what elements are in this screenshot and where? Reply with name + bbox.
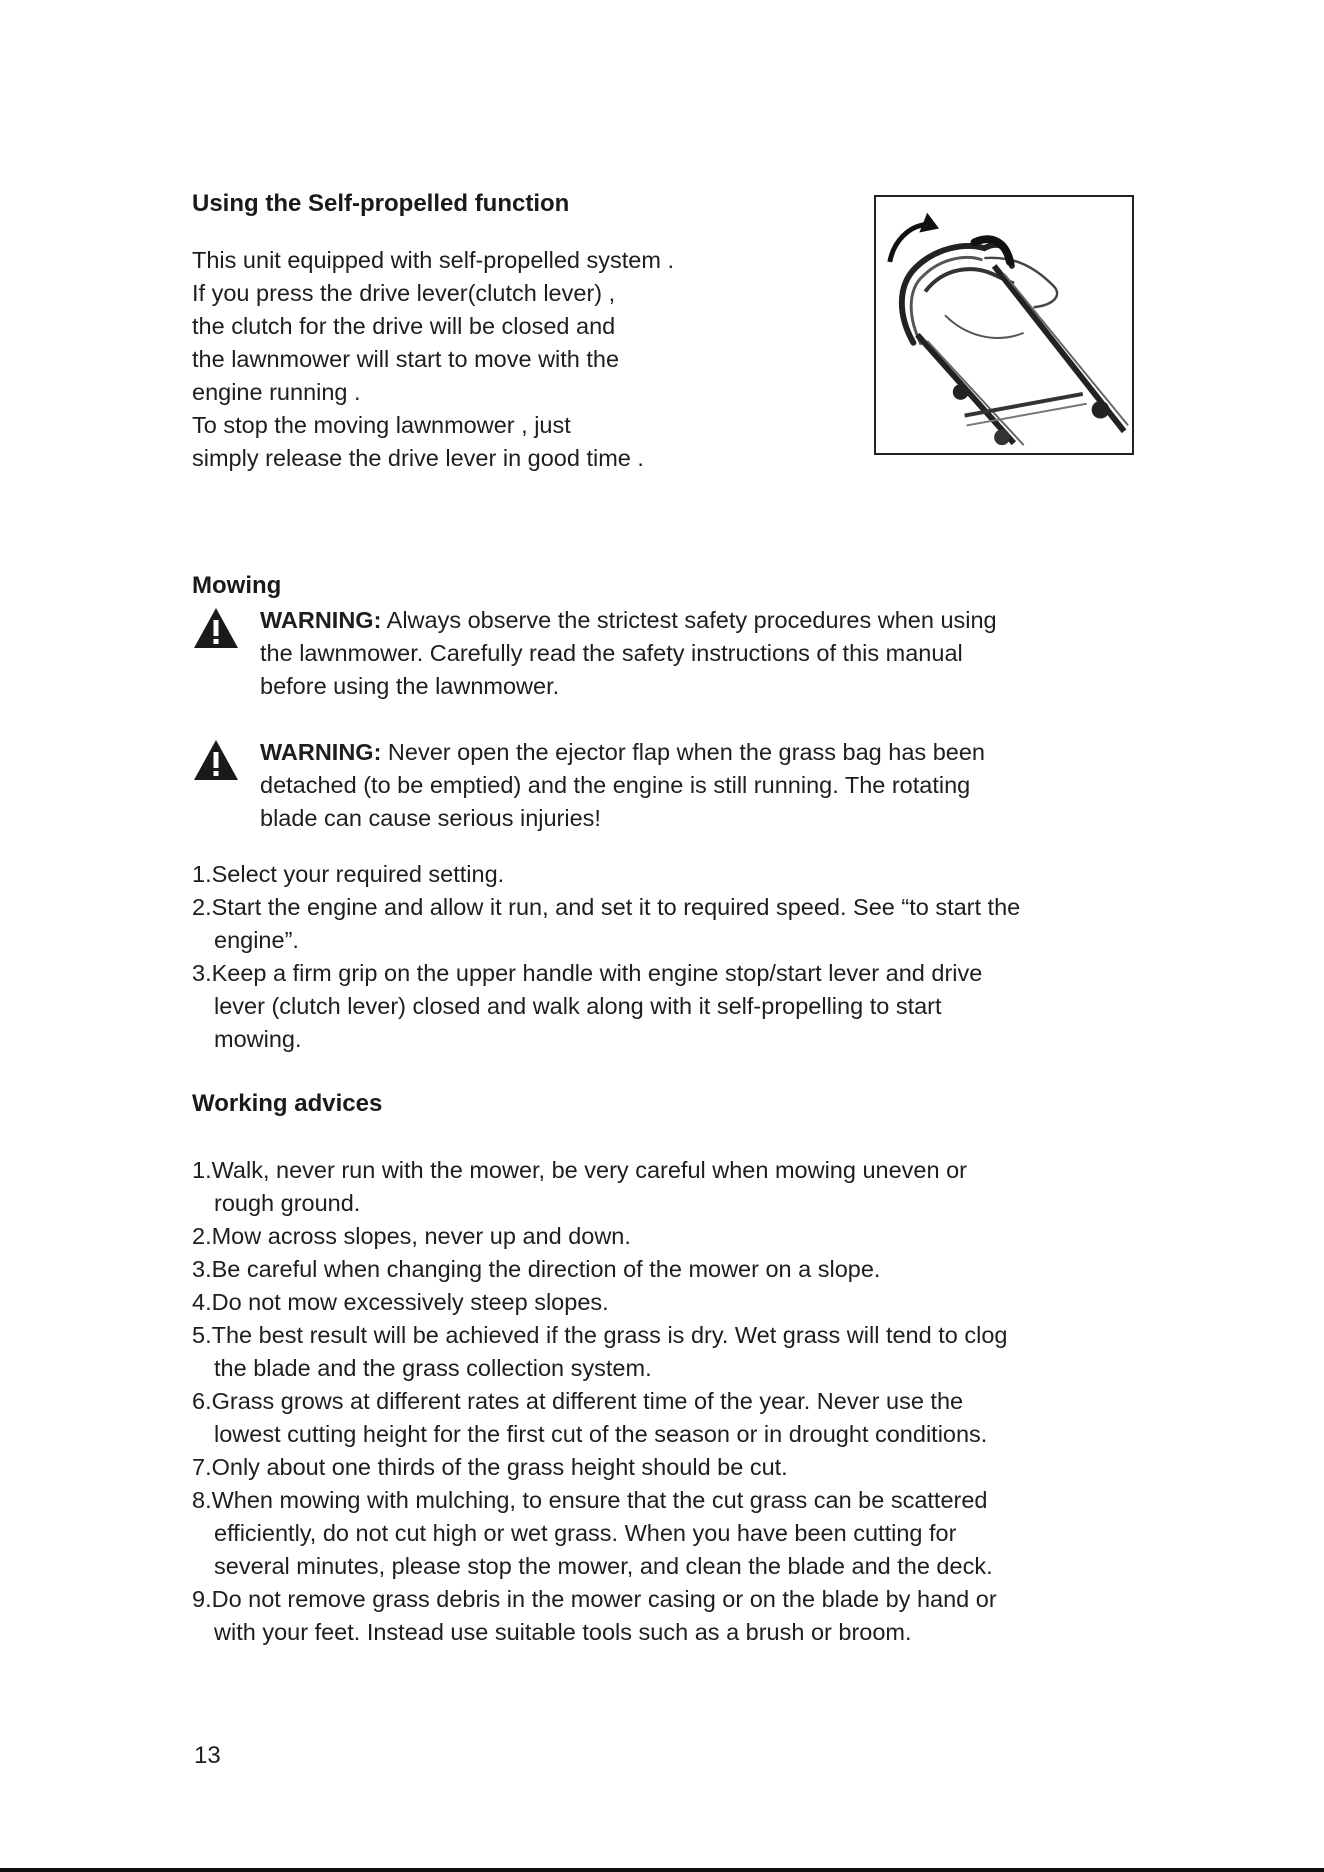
self-propelled-paragraph [192,244,674,475]
warning-label: WARNING: [260,607,382,633]
list-item-line: 1.Select your required setting. [192,861,505,887]
warning-first-line [260,604,997,637]
list-item-line: 6.Grass grows at different rates at different time of the year. Never use the [192,1388,964,1414]
list-item [192,1253,1007,1286]
warning-line: blade can cause serious injuries! [260,805,601,831]
list-item [192,1286,1007,1319]
mowing-steps-list [192,858,1020,1056]
list-item-line: 1.Walk, never run with the mower, be very careful when mowing uneven or [192,1157,967,1183]
list-item-line: lever (clutch lever) closed and walk along with it self-propelling to start [214,993,942,1019]
paragraph-line: This unit equipped with self-propelled system . [192,247,674,273]
working-advices-list [192,1154,1007,1649]
list-item-line: rough ground. [214,1190,361,1216]
bottom-rule [0,1868,1324,1872]
list-item [192,858,1020,891]
list-item-line: 7.Only about one thirds of the grass height should be cut. [192,1454,788,1480]
list-item-line: 2.Start the engine and allow it run, and set it to required speed. See “to start the [192,894,1021,920]
warning-first-line-text: Always observe the strictest safety procedures when using [381,607,997,633]
warning-first-line-text: Never open the ejector flap when the grass bag has been [381,739,985,765]
mowing-heading: Mowing [192,572,282,599]
list-item-line: 9.Do not remove grass debris in the mower casing or on the blade by hand or [192,1586,997,1612]
warning-first-line [260,736,985,769]
list-item [192,1385,1007,1451]
paragraph-line: To stop the moving lawnmower , just [192,412,571,438]
warning-line: the lawnmower. Carefully read the safety instructions of this manual [260,640,963,666]
list-item-line: 2.Mow across slopes, never up and down. [192,1223,631,1249]
paragraph-line: simply release the drive lever in good time . [192,445,644,471]
list-item-line: engine”. [214,927,299,953]
lawnmower-handle-drive-lever-illustration [876,197,1132,453]
self-propelled-heading: Using the Self-propelled function [192,190,570,217]
list-item [192,1319,1007,1385]
list-item-line: the blade and the grass collection system. [214,1355,652,1381]
list-item-line: lowest cutting height for the first cut of the season or in drought conditions. [214,1421,988,1447]
lawnmower-handle-figure [874,195,1134,455]
list-item [192,1484,1007,1583]
warning-triangle-icon [192,606,240,650]
paragraph-line: If you press the drive lever(clutch lever) , [192,280,616,306]
list-item-line: 8.When mowing with mulching, to ensure that the cut grass can be scattered [192,1487,988,1513]
list-item-line: 3.Keep a firm grip on the upper handle with engine stop/start lever and drive [192,960,983,986]
list-item-line: mowing. [214,1026,302,1052]
list-item [192,1220,1007,1253]
list-item-line: 4.Do not mow excessively steep slopes. [192,1289,609,1315]
list-item-line: 3.Be careful when changing the direction of the mower on a slope. [192,1256,881,1282]
list-item [192,1451,1007,1484]
paragraph-line: the clutch for the drive will be closed and [192,313,616,339]
paragraph-line: engine running . [192,379,361,405]
warning-text [260,736,985,835]
warning-line: detached (to be emptied) and the engine is still running. The rotating [260,772,971,798]
working-advices-heading: Working advices [192,1090,383,1117]
list-item-line: 5.The best result will be achieved if the grass is dry. Wet grass will tend to clog [192,1322,1008,1348]
list-item [192,957,1020,1056]
warning-line: before using the lawnmower. [260,673,560,699]
paragraph-line: the lawnmower will start to move with the [192,346,620,372]
list-item [192,891,1020,957]
list-item-line: with your feet. Instead use suitable tools such as a brush or broom. [214,1619,912,1645]
list-item [192,1583,1007,1649]
list-item-line: efficiently, do not cut high or wet grass. When you have been cutting for [214,1520,957,1546]
warning-triangle-icon [192,738,240,782]
list-item [192,1154,1007,1220]
list-item-line: several minutes, please stop the mower, and clean the blade and the deck. [214,1553,993,1579]
page-number: 13 [194,1742,221,1769]
warning-text [260,604,997,703]
warning-label: WARNING: [260,739,382,765]
